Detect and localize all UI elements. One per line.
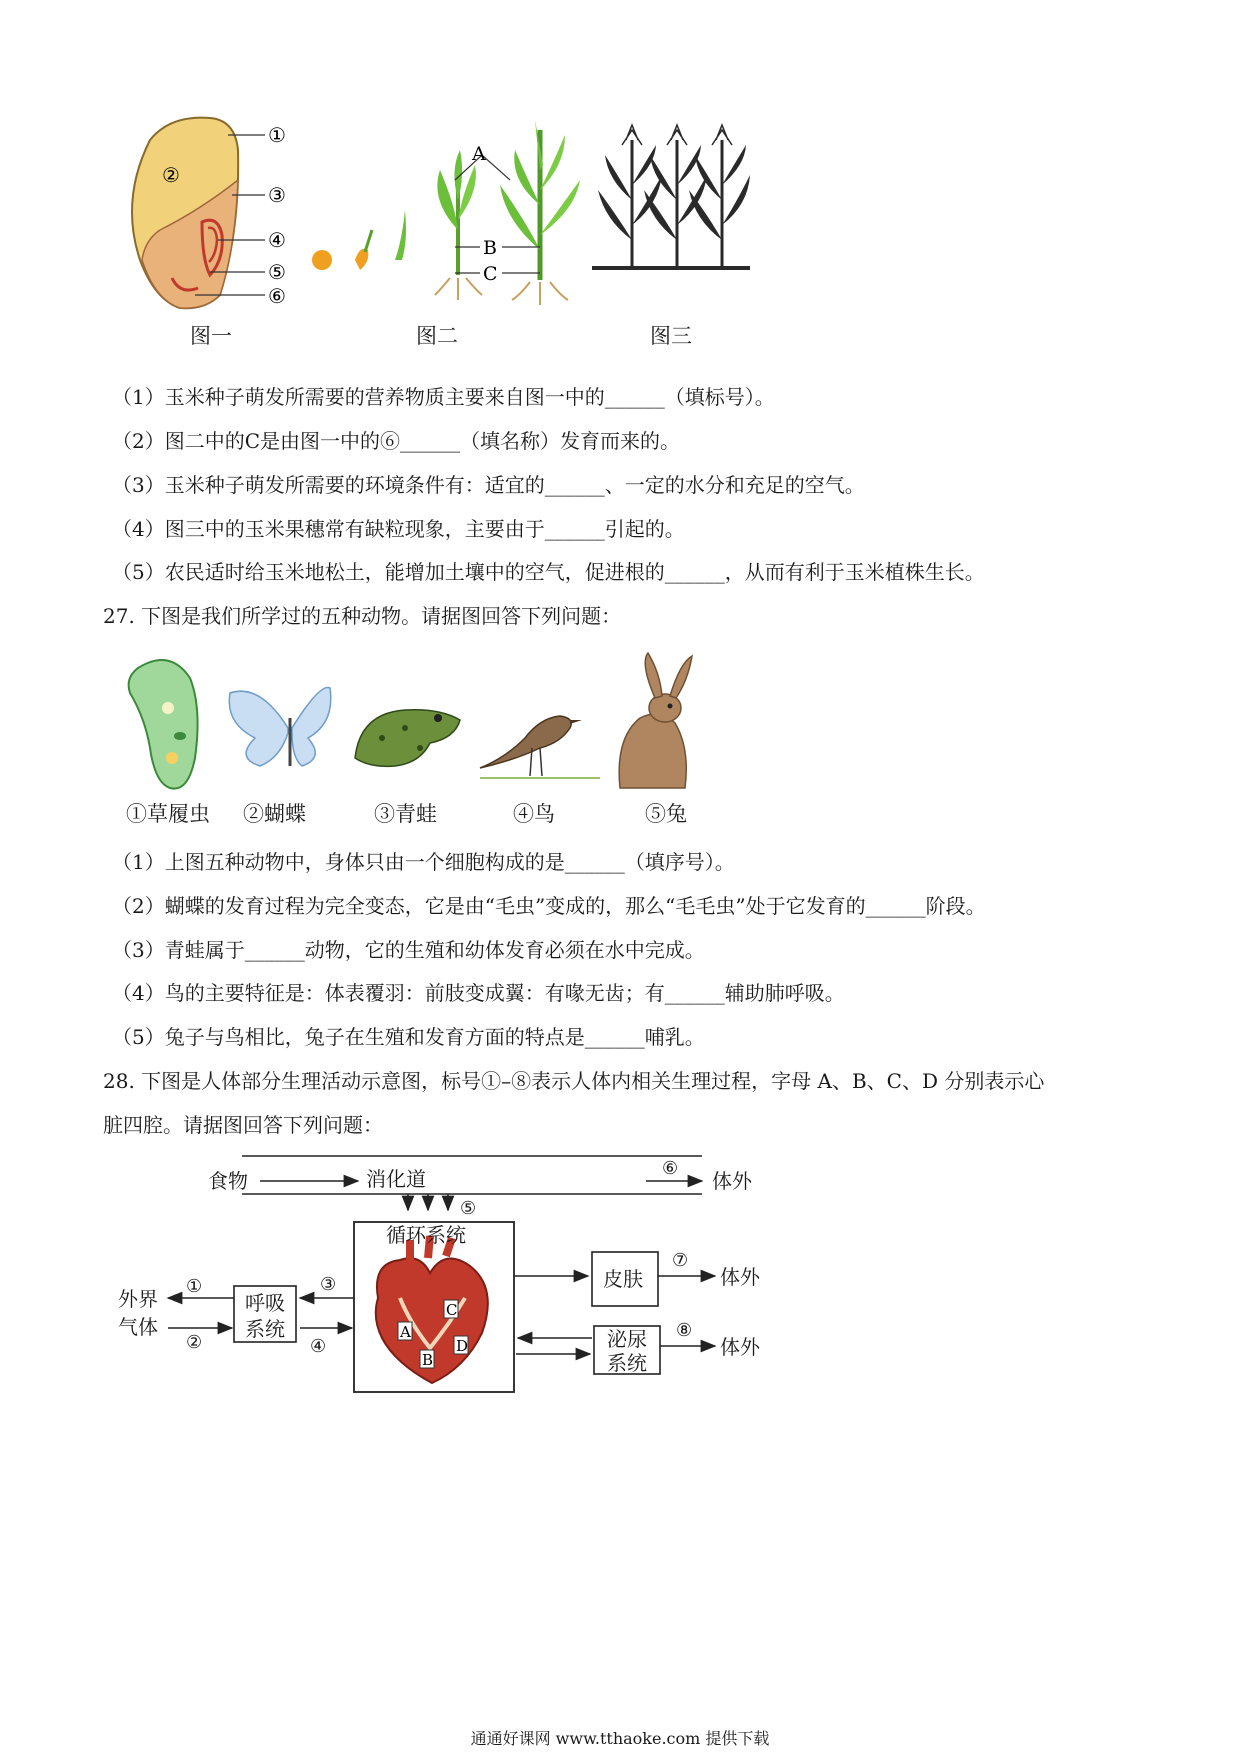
q26-item-3: （3）玉米种子萌发所需要的环境条件有：适宜的______、一定的水分和充足的空气。 — [112, 473, 865, 497]
paramecium-image — [129, 660, 198, 789]
seed-label-5: ⑤ — [268, 260, 286, 284]
q27-stem: 27. 下图是我们所学过的五种动物。请据图回答下列问题： — [103, 604, 622, 628]
process-4: ④ — [310, 1336, 327, 1357]
animal-label-frog: ③青蛙 — [374, 802, 437, 826]
label-external-air-1: 外界 — [118, 1287, 158, 1311]
bird-image — [480, 716, 600, 778]
process-2: ② — [186, 1332, 203, 1353]
label-respiratory-1: 呼吸 — [245, 1291, 285, 1315]
corn-field-diagram — [592, 125, 750, 268]
q27-item-3: （3）青蛙属于______动物，它的生殖和幼体发育必须在水中完成。 — [112, 938, 705, 962]
q28-stem-line-1: 28. 下图是人体部分生理活动示意图，标号①–⑧表示人体内相关生理过程，字母 A、B、C、D 分别表示心 — [103, 1069, 1045, 1093]
label-outside-urinary: 体外 — [720, 1335, 760, 1359]
q28-stem-line-2: 脏四腔。请据图回答下列问题： — [103, 1113, 383, 1137]
label-digestive-tract: 消化道 — [366, 1167, 426, 1191]
growth-label-a: A — [472, 143, 486, 165]
seed-label-6: ⑥ — [268, 284, 286, 308]
q27-item-5: （5）兔子与鸟相比，兔子在生殖和发育方面的特点是______哺乳。 — [112, 1025, 705, 1049]
page-footer: 通通好课网 www.tthaoke.com 提供下载 — [470, 1729, 770, 1748]
seed-label-1: ① — [268, 123, 286, 147]
chamber-c: C — [446, 1301, 458, 1319]
butterfly-image — [229, 688, 330, 767]
label-respiratory-2: 系统 — [245, 1317, 285, 1341]
seed-label-4: ④ — [268, 228, 286, 252]
caption-figure-3: 图三 — [650, 324, 692, 348]
physiology-diagram — [110, 1148, 790, 1408]
process-3: ③ — [320, 1274, 337, 1295]
corn-seed-diagram — [132, 118, 286, 309]
seed-label-3: ③ — [268, 183, 286, 207]
q26-item-2: （2）图二中的C是由图一中的⑥______（填名称）发育而来的。 — [112, 429, 681, 453]
q26-item-4: （4）图三中的玉米果穗常有缺粒现象，主要由于______引起的。 — [112, 517, 685, 541]
animal-label-rabbit: ⑤兔 — [645, 802, 687, 826]
q27-item-4: （4）鸟的主要特征是：体表覆羽：前肢变成翼：有喙无齿；有______辅助肺呼吸。 — [112, 981, 845, 1005]
q26-item-1: （1）玉米种子萌发所需要的营养物质主要来自图一中的______（填标号）。 — [112, 385, 775, 409]
heart-image — [376, 1236, 488, 1383]
label-circulatory-system: 循环系统 — [386, 1223, 466, 1247]
animal-label-paramecium: ①草履虫 — [126, 802, 210, 826]
animals-figure — [120, 648, 720, 798]
process-5: ⑤ — [460, 1198, 477, 1219]
q27-item-2: （2）蝴蝶的发育过程为完全变态，它是由“毛虫”变成的，那么“毛毛虫”处于它发育的______阶段。 — [112, 894, 986, 918]
process-6: ⑥ — [662, 1158, 679, 1179]
chamber-d: D — [456, 1337, 469, 1355]
label-food: 食物 — [208, 1169, 248, 1193]
label-urinary-1: 泌尿 — [607, 1327, 647, 1351]
seed-label-2: ② — [162, 163, 180, 187]
label-external-air-2: 气体 — [118, 1315, 158, 1339]
process-8: ⑧ — [676, 1320, 693, 1341]
label-outside-skin: 体外 — [720, 1265, 760, 1289]
label-urinary-2: 系统 — [607, 1351, 647, 1375]
caption-figure-1: 图一 — [190, 324, 232, 348]
chamber-b: B — [422, 1351, 434, 1369]
label-outside-top: 体外 — [712, 1169, 752, 1193]
q26-item-5: （5）农民适时给玉米地松土，能增加土壤中的空气，促进根的______，从而有利于玉米植株生长。 — [112, 560, 985, 584]
chamber-a: A — [400, 1323, 411, 1341]
growth-label-b: B — [483, 237, 497, 259]
process-7: ⑦ — [672, 1250, 689, 1271]
process-1: ① — [186, 1276, 203, 1297]
animal-label-butterfly: ②蝴蝶 — [243, 802, 306, 826]
growth-label-c: C — [483, 263, 498, 285]
label-skin: 皮肤 — [603, 1267, 643, 1291]
frog-image — [355, 710, 460, 767]
animal-label-bird: ④鸟 — [513, 802, 555, 826]
q27-item-1: （1）上图五种动物中，身体只由一个细胞构成的是______（填序号）。 — [112, 850, 735, 874]
corn-growth-diagram — [312, 120, 580, 305]
rabbit-image — [619, 653, 692, 788]
caption-figure-2: 图二 — [416, 324, 458, 348]
